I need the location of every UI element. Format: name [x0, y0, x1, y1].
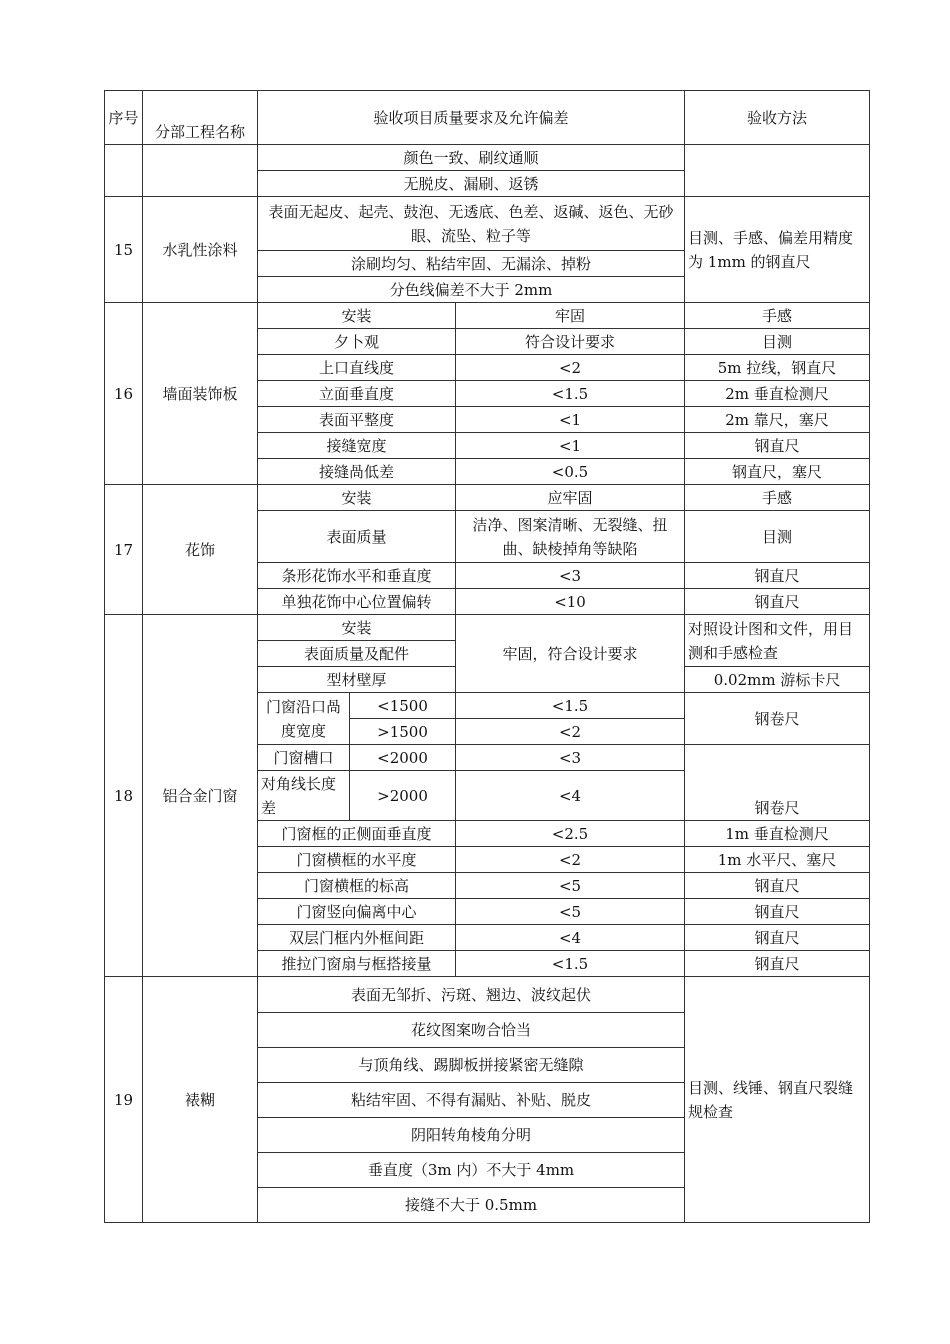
req-cell: 应牢固	[456, 485, 685, 511]
method-cell: 0.02mm 游标卡尺	[685, 667, 870, 693]
method-cell: 2m 靠尺，塞尺	[685, 407, 870, 433]
requirement-cell: 接缝不大于 0.5mm	[258, 1188, 685, 1223]
req-cell: <2	[456, 719, 685, 745]
item-cell: 安装	[258, 303, 456, 329]
item-cell: 门窗框的正侧面垂直度	[258, 821, 456, 847]
req-cell: <1.5	[456, 381, 685, 407]
method-cell: 目测	[685, 329, 870, 355]
method-cell: 钢卷尺	[685, 693, 870, 745]
requirement-cell: 垂直度（3m 内）不大于 4mm	[258, 1153, 685, 1188]
method-cell: 2m 垂直检测尺	[685, 381, 870, 407]
item-cell: 型材壁厚	[258, 667, 456, 693]
req-cell: <5	[456, 873, 685, 899]
req-cell: <0.5	[456, 459, 685, 485]
header-row	[105, 91, 870, 145]
requirement-cell: 与顶角线、踢脚板拼接紧密无缝隙	[258, 1048, 685, 1083]
seq-cell: 15	[105, 197, 143, 303]
method-cell: 钢直尺	[685, 899, 870, 925]
req-cell: <5	[456, 899, 685, 925]
requirement-cell: 表面无邹折、污斑、翘边、波纹起伏	[258, 977, 685, 1013]
item-cell: 双层门框内外框间距	[258, 925, 456, 951]
item-cell: 表面质量	[258, 511, 456, 563]
acceptance-table	[104, 90, 870, 1223]
requirement-cell: 表面无起皮、起壳、鼓泡、无透底、色差、返碱、返色、无砂眼、流坠、粒子等	[258, 197, 685, 251]
seq-cell-empty	[105, 145, 143, 197]
item-cell: 夕卜观	[258, 329, 456, 355]
item-cell: 接缝宽度	[258, 433, 456, 459]
requirement-cell: 无脱皮、漏刷、返锈	[258, 171, 685, 197]
requirement-cell: 分色线偏差不大于 2mm	[258, 277, 685, 303]
header-name: 分部工程名称	[143, 91, 258, 145]
method-cell: 钢卷尺	[685, 745, 870, 821]
item-cell: 门窗横框的水平度	[258, 847, 456, 873]
requirement-cell: 阴阳转角棱角分明	[258, 1118, 685, 1153]
seq-cell: 18	[105, 615, 143, 977]
req-cell: <2	[456, 355, 685, 381]
item-cell: 单独花饰中心位置偏转	[258, 589, 456, 615]
seq-cell: 17	[105, 485, 143, 615]
requirement-cell: 颜色一致、刷纹通顺	[258, 145, 685, 171]
method-cell: 目测、手感、偏差用精度为 1mm 的钢直尺	[685, 197, 870, 303]
sub-item-cell: <1500	[350, 693, 456, 719]
req-cell: 符合设计要求	[456, 329, 685, 355]
method-cell: 钢直尺	[685, 589, 870, 615]
method-cell: 1m 水平尺、塞尺	[685, 847, 870, 873]
req-cell: <4	[456, 771, 685, 821]
method-cell: 钢直尺	[685, 873, 870, 899]
name-cell: 墙面装饰板	[143, 303, 258, 485]
table-row	[105, 977, 870, 1013]
header-method: 验收方法	[685, 91, 870, 145]
req-cell: 牢固，符合设计要求	[456, 615, 685, 693]
item-cell: 对角线长度差	[258, 771, 350, 821]
item-cell: 门窗横框的标高	[258, 873, 456, 899]
sub-item-cell: >1500	[350, 719, 456, 745]
req-cell: <1.5	[456, 693, 685, 719]
header-requirements: 验收项目质量要求及允许偏差	[258, 91, 685, 145]
method-cell: 钢直尺	[685, 563, 870, 589]
sub-item-cell: <2000	[350, 745, 456, 771]
req-cell: <3	[456, 563, 685, 589]
name-cell: 花饰	[143, 485, 258, 615]
item-cell: 安装	[258, 485, 456, 511]
name-cell: 铝合金门窗	[143, 615, 258, 977]
req-cell: <1	[456, 433, 685, 459]
req-cell: 洁净、图案清晰、无裂缝、扭曲、缺棱掉角等缺陷	[456, 511, 685, 563]
sub-item-cell: >2000	[350, 771, 456, 821]
method-cell: 钢直尺，塞尺	[685, 459, 870, 485]
req-cell: <2.5	[456, 821, 685, 847]
table-row	[105, 303, 870, 329]
req-cell: <2	[456, 847, 685, 873]
method-cell: 手感	[685, 303, 870, 329]
item-cell: 门窗槽口	[258, 745, 350, 771]
method-cell: 钢直尺	[685, 951, 870, 977]
req-cell: <3	[456, 745, 685, 771]
req-cell: 牢固	[456, 303, 685, 329]
item-cell: 立面垂直度	[258, 381, 456, 407]
req-cell: <1	[456, 407, 685, 433]
header-seq: 序号	[105, 91, 143, 145]
item-cell: 表面质量及配件	[258, 641, 456, 667]
item-cell: 上口直线度	[258, 355, 456, 381]
req-cell: <1.5	[456, 951, 685, 977]
requirement-cell: 粘结牢固、不得有漏贴、补贴、脱皮	[258, 1083, 685, 1118]
method-cell-empty	[685, 145, 870, 197]
method-cell: 目测、线锤、钢直尺裂缝规检查	[685, 977, 870, 1223]
item-cell: 表面平整度	[258, 407, 456, 433]
method-cell: 手感	[685, 485, 870, 511]
name-cell-empty	[143, 145, 258, 197]
method-cell: 1m 垂直检测尺	[685, 821, 870, 847]
requirement-cell: 花纹图案吻合恰当	[258, 1013, 685, 1048]
item-cell: 门窗竖向偏离中心	[258, 899, 456, 925]
seq-cell: 19	[105, 977, 143, 1223]
table-row	[105, 615, 870, 641]
item-cell: 安装	[258, 615, 456, 641]
item-cell: 推拉门窗扇与框搭接量	[258, 951, 456, 977]
table-row	[105, 145, 870, 171]
requirement-cell: 涂刷均匀、粘结牢固、无漏涂、掉粉	[258, 251, 685, 277]
method-cell: 5m 拉线，钢直尺	[685, 355, 870, 381]
method-cell: 钢直尺	[685, 925, 870, 951]
table-row	[105, 485, 870, 511]
method-cell: 对照设计图和文件，用目测和手感检查	[685, 615, 870, 667]
name-cell: 水乳性涂料	[143, 197, 258, 303]
req-cell: <4	[456, 925, 685, 951]
item-cell: 条形花饰水平和垂直度	[258, 563, 456, 589]
method-cell: 目测	[685, 511, 870, 563]
item-cell: 门窗沿口咼度宽度	[258, 693, 350, 745]
item-cell: 接缝咼低差	[258, 459, 456, 485]
table-row	[105, 197, 870, 251]
method-cell: 钢直尺	[685, 433, 870, 459]
req-cell: <10	[456, 589, 685, 615]
seq-cell: 16	[105, 303, 143, 485]
name-cell: 裱糊	[143, 977, 258, 1223]
